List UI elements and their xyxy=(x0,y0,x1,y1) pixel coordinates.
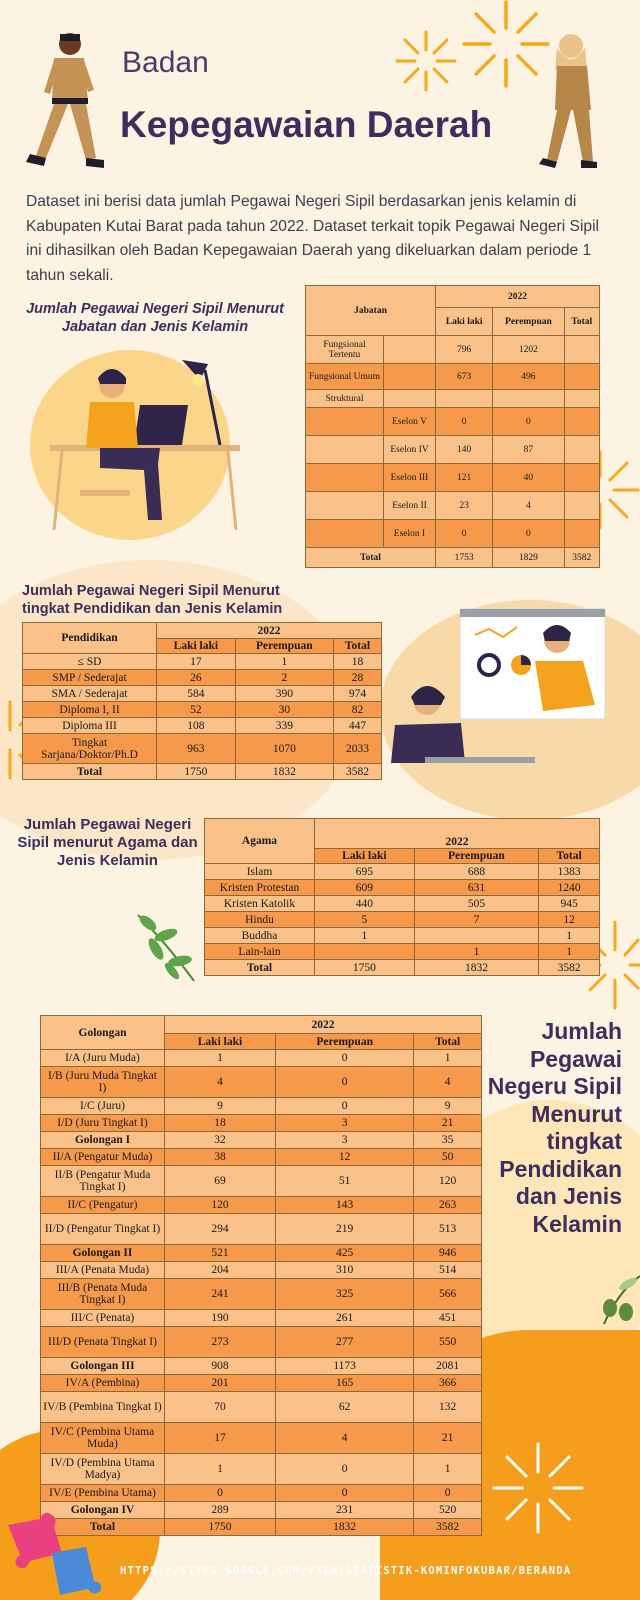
table-cell: Eselon II xyxy=(384,492,436,520)
table-cell: Fungsional Umum xyxy=(306,364,384,390)
table-cell: II/C (Pengatur) xyxy=(41,1197,165,1214)
table-row xyxy=(23,734,382,764)
table-row xyxy=(41,1454,482,1485)
table-row xyxy=(205,864,600,880)
table-cell: 1832 xyxy=(414,960,538,976)
table-cell xyxy=(564,436,599,464)
table-cell: 277 xyxy=(275,1327,413,1358)
table-header-cell: Laki laki xyxy=(315,849,415,864)
table-cell: 451 xyxy=(414,1310,482,1327)
table-row xyxy=(205,880,600,896)
table-cell: 201 xyxy=(165,1375,276,1392)
table-total-row xyxy=(306,548,600,568)
table-cell: 21 xyxy=(414,1115,482,1132)
sunburst-icon xyxy=(490,1440,586,1536)
table-cell: 0 xyxy=(414,1485,482,1502)
table-row xyxy=(205,928,600,944)
female-officer-illustration xyxy=(535,30,605,175)
table-row xyxy=(41,1423,482,1454)
table-header-cell: Total xyxy=(564,308,599,336)
table-header-cell: Perempuan xyxy=(235,639,333,654)
table-cell: 4 xyxy=(414,1067,482,1098)
table-row xyxy=(23,764,382,780)
table-header-cell: Jabatan xyxy=(306,286,436,336)
table-cell: 566 xyxy=(414,1279,482,1310)
table-cell: 140 xyxy=(436,436,493,464)
table-cell: 190 xyxy=(165,1310,276,1327)
table-cell: 339 xyxy=(235,718,333,734)
table-cell: 1 xyxy=(165,1454,276,1485)
table-cell: 1750 xyxy=(315,960,415,976)
table-row xyxy=(205,944,600,960)
table-cell: Golongan II xyxy=(41,1245,165,1262)
table-cell: 0 xyxy=(493,520,564,548)
table-header-cell: 2022 xyxy=(165,1016,482,1034)
table-cell xyxy=(436,390,493,408)
table-cell xyxy=(414,928,538,944)
table-cell: 28 xyxy=(333,670,381,686)
table-cell: III/D (Penata Tingkat I) xyxy=(41,1327,165,1358)
table-row xyxy=(23,654,382,670)
table-cell: SMP / Sederajat xyxy=(23,670,157,686)
table-cell: 0 xyxy=(493,408,564,436)
table-cell: 261 xyxy=(275,1310,413,1327)
table-cell: IV/D (Pembina Utama Madya) xyxy=(41,1454,165,1485)
table-row xyxy=(41,1115,482,1132)
table-cell xyxy=(564,364,599,390)
table-cell: 520 xyxy=(414,1502,482,1519)
table-row xyxy=(41,1214,482,1245)
table-cell: 3582 xyxy=(564,548,599,568)
table-cell: 70 xyxy=(165,1392,276,1423)
table-cell: 1832 xyxy=(275,1519,413,1536)
table-cell: 496 xyxy=(493,364,564,390)
table-cell: 7 xyxy=(414,912,538,928)
table-row xyxy=(41,1310,482,1327)
table-cell xyxy=(306,464,384,492)
table-cell: III/A (Penata Muda) xyxy=(41,1262,165,1279)
table-cell: Lain-lain xyxy=(205,944,315,960)
table-cell: 50 xyxy=(414,1149,482,1166)
table-row xyxy=(41,1197,482,1214)
table-cell: 0 xyxy=(275,1050,413,1067)
table-row xyxy=(41,1262,482,1279)
table-cell: ≤ SD xyxy=(23,654,157,670)
table-cell xyxy=(564,520,599,548)
table-row xyxy=(41,1098,482,1115)
table-cell: Tingkat Sarjana/Doktor/Ph.D xyxy=(23,734,157,764)
table-cell xyxy=(384,390,436,408)
table-cell: 0 xyxy=(165,1485,276,1502)
table-row xyxy=(306,336,600,364)
male-officer-illustration xyxy=(22,30,112,175)
table-cell: 3582 xyxy=(414,1519,482,1536)
table-header-cell: 2022 xyxy=(315,819,600,849)
table-row xyxy=(41,1392,482,1423)
table-cell: 1750 xyxy=(157,764,236,780)
table-cell: 1832 xyxy=(235,764,333,780)
table-cell: 1173 xyxy=(275,1358,413,1375)
table-cell: Eselon III xyxy=(384,464,436,492)
header-title-line2: Kepegawaian Daerah xyxy=(120,104,493,145)
table-cell: 584 xyxy=(157,686,236,702)
table-row xyxy=(41,1245,482,1262)
table-cell: 440 xyxy=(315,896,415,912)
table-cell: 631 xyxy=(414,880,538,896)
table-cell: 38 xyxy=(165,1149,276,1166)
table-header-cell: Total xyxy=(539,849,600,864)
table-cell: 1750 xyxy=(165,1519,276,1536)
table-cell: 609 xyxy=(315,880,415,896)
table-cell: 1 xyxy=(315,928,415,944)
table-cell: 143 xyxy=(275,1197,413,1214)
table-cell: 35 xyxy=(414,1132,482,1149)
table-cell: 1 xyxy=(539,928,600,944)
table-cell: 30 xyxy=(235,702,333,718)
table-header-cell: Golongan xyxy=(41,1016,165,1050)
table-cell: 325 xyxy=(275,1279,413,1310)
table-cell: 51 xyxy=(275,1166,413,1197)
table-cell xyxy=(564,464,599,492)
table-row xyxy=(306,436,600,464)
table-cell: IV/C (Pembina Utama Muda) xyxy=(41,1423,165,1454)
table-cell: 0 xyxy=(436,520,493,548)
table-cell: Buddha xyxy=(205,928,315,944)
table-cell: Eselon V xyxy=(384,408,436,436)
table-header-cell: Laki laki xyxy=(165,1034,276,1050)
table-cell: III/B (Penata Muda Tingkat I) xyxy=(41,1279,165,1310)
table-cell xyxy=(564,390,599,408)
table-cell: 4 xyxy=(275,1423,413,1454)
section-title-golongan: Jumlah Pegawai Negeru Sipil Menurut tingkat Pendidikan dan Jenis Kelamin xyxy=(487,1018,622,1237)
table-cell: 9 xyxy=(414,1098,482,1115)
table-cell: 425 xyxy=(275,1245,413,1262)
table-header-cell: Total xyxy=(333,639,381,654)
table-cell: 4 xyxy=(165,1067,276,1098)
table-cell: 390 xyxy=(235,686,333,702)
table-cell xyxy=(564,336,599,364)
table-header-cell: 2022 xyxy=(157,623,382,639)
sunburst-icon xyxy=(395,30,457,92)
table-cell: 263 xyxy=(414,1197,482,1214)
table-cell: 2033 xyxy=(333,734,381,764)
table-cell: 121 xyxy=(436,464,493,492)
table-cell xyxy=(384,336,436,364)
table-cell: I/B (Juru Muda Tingkat I) xyxy=(41,1067,165,1098)
table-cell: 12 xyxy=(539,912,600,928)
table-pendidikan xyxy=(22,622,382,780)
table-cell: 505 xyxy=(414,896,538,912)
table-cell: 0 xyxy=(275,1454,413,1485)
table-cell: 513 xyxy=(414,1214,482,1245)
table-cell: 1 xyxy=(539,944,600,960)
table-row xyxy=(41,1375,482,1392)
table-cell xyxy=(306,408,384,436)
table-cell: Kristen Protestan xyxy=(205,880,315,896)
table-cell: 447 xyxy=(333,718,381,734)
table-cell: 514 xyxy=(414,1262,482,1279)
table-cell: 4 xyxy=(493,492,564,520)
table-cell: I/D (Juru Tingkat I) xyxy=(41,1115,165,1132)
table-cell xyxy=(564,492,599,520)
table-row xyxy=(41,1149,482,1166)
table-row xyxy=(205,912,600,928)
table-cell: 521 xyxy=(165,1245,276,1262)
table-row xyxy=(41,1485,482,1502)
table-cell: 21 xyxy=(414,1423,482,1454)
table-cell: Golongan III xyxy=(41,1358,165,1375)
table-cell: 82 xyxy=(333,702,381,718)
table-cell xyxy=(306,520,384,548)
table-header-cell: Perempuan xyxy=(414,849,538,864)
section-title-jabatan: Jumlah Pegawai Negeri Sipil Menurut Jabatan dan Jenis Kelamin xyxy=(26,301,284,335)
table-header-cell: Total xyxy=(414,1034,482,1050)
table-cell: 18 xyxy=(165,1115,276,1132)
table-row xyxy=(23,686,382,702)
table-jabatan xyxy=(305,285,600,568)
table-header-cell: 2022 xyxy=(436,286,600,308)
table-row xyxy=(205,960,600,976)
table-header-cell: Laki laki xyxy=(157,639,236,654)
table-cell xyxy=(384,364,436,390)
table-row xyxy=(41,1166,482,1197)
table-cell: 108 xyxy=(157,718,236,734)
table-cell: Golongan IV xyxy=(41,1502,165,1519)
table-cell: 946 xyxy=(414,1245,482,1262)
table-header-cell: Perempuan xyxy=(493,308,564,336)
table-row xyxy=(41,1132,482,1149)
table-cell: 3582 xyxy=(333,764,381,780)
table-cell: 32 xyxy=(165,1132,276,1149)
table-cell: 87 xyxy=(493,436,564,464)
table-cell: 165 xyxy=(275,1375,413,1392)
table-cell xyxy=(306,492,384,520)
table-cell: Total xyxy=(205,960,315,976)
olive-branch-icon xyxy=(598,1272,640,1328)
table-cell: Kristen Katolik xyxy=(205,896,315,912)
table-row xyxy=(306,492,600,520)
table-row xyxy=(306,364,600,390)
table-cell: 0 xyxy=(275,1485,413,1502)
table-cell: IV/B (Pembina Tingkat I) xyxy=(41,1392,165,1423)
table-cell: 120 xyxy=(165,1197,276,1214)
table-cell xyxy=(306,436,384,464)
table-cell: 0 xyxy=(275,1067,413,1098)
table-cell: 273 xyxy=(165,1327,276,1358)
leaf-branch-icon xyxy=(128,905,198,985)
table-cell: 40 xyxy=(493,464,564,492)
table-cell: 945 xyxy=(539,896,600,912)
table-cell: 310 xyxy=(275,1262,413,1279)
table-cell: Total xyxy=(41,1519,165,1536)
table-cell: 52 xyxy=(157,702,236,718)
table-cell: II/A (Pengatur Muda) xyxy=(41,1149,165,1166)
table-cell: Eselon I xyxy=(384,520,436,548)
office-worker-illustration xyxy=(40,340,240,530)
table-cell: 550 xyxy=(414,1327,482,1358)
section-title-pendidikan: Jumlah Pegawai Negeri Sipil Menurut tingkat Pendidikan dan Jenis Kelamin xyxy=(22,583,283,617)
table-cell: 688 xyxy=(414,864,538,880)
table-cell: 3 xyxy=(275,1132,413,1149)
table-row xyxy=(41,1327,482,1358)
table-cell: I/C (Juru) xyxy=(41,1098,165,1115)
table-cell: 241 xyxy=(165,1279,276,1310)
table-cell: 0 xyxy=(436,408,493,436)
table-cell: II/D (Pengatur Tingkat I) xyxy=(41,1214,165,1245)
table-cell: 3582 xyxy=(539,960,600,976)
table-agama xyxy=(204,818,600,976)
table-cell: Hindu xyxy=(205,912,315,928)
table-row xyxy=(23,670,382,686)
table-cell: 366 xyxy=(414,1375,482,1392)
table-cell: 974 xyxy=(333,686,381,702)
table-header-cell: Agama xyxy=(205,819,315,864)
table-cell: 132 xyxy=(414,1392,482,1423)
table-row xyxy=(41,1279,482,1310)
footer-url: HTTPS://SITES.GOOGLE.COM/VIEW/STATISTIK-KOMINFOKUBAR/BERANDA xyxy=(120,1565,572,1577)
table-cell: 219 xyxy=(275,1214,413,1245)
table-cell: 0 xyxy=(275,1098,413,1115)
table-cell: Islam xyxy=(205,864,315,880)
table-cell: Total xyxy=(306,548,436,568)
table-cell: 17 xyxy=(157,654,236,670)
table-cell xyxy=(493,390,564,408)
table-cell: 963 xyxy=(157,734,236,764)
table-row xyxy=(306,464,600,492)
table-header-cell: Pendidikan xyxy=(23,623,157,654)
table-cell: Diploma III xyxy=(23,718,157,734)
presentation-illustration xyxy=(385,605,610,785)
table-cell: 1 xyxy=(414,1454,482,1485)
table-cell xyxy=(315,944,415,960)
table-header-cell: Laki laki xyxy=(436,308,493,336)
table-cell: 1 xyxy=(414,1050,482,1067)
table-cell: 1829 xyxy=(493,548,564,568)
table-cell: 1240 xyxy=(539,880,600,896)
table-cell: 1202 xyxy=(493,336,564,364)
table-cell: IV/A (Pembina) xyxy=(41,1375,165,1392)
table-cell: 26 xyxy=(157,670,236,686)
table-cell: I/A (Juru Muda) xyxy=(41,1050,165,1067)
table-cell: 12 xyxy=(275,1149,413,1166)
table-cell: 2081 xyxy=(414,1358,482,1375)
table-cell: SMA / Sederajat xyxy=(23,686,157,702)
table-cell: IV/E (Pembina Utama) xyxy=(41,1485,165,1502)
table-cell: 18 xyxy=(333,654,381,670)
table-cell: Eselon IV xyxy=(384,436,436,464)
table-cell: 62 xyxy=(275,1392,413,1423)
section-title-agama: Jumlah Pegawai Negeri Sipil menurut Agama dan Jenis Kelamin xyxy=(17,816,198,869)
table-cell: 3 xyxy=(275,1115,413,1132)
table-cell: 5 xyxy=(315,912,415,928)
table-cell: 695 xyxy=(315,864,415,880)
table-cell: 23 xyxy=(436,492,493,520)
table-cell: 17 xyxy=(165,1423,276,1454)
table-cell: 1070 xyxy=(235,734,333,764)
intro-paragraph: Dataset ini berisi data jumlah Pegawai Negeri Sipil berdasarkan jenis kelamin di Kabupaten Kutai Barat pada tahun 2022. Dataset terkait topik Pegawai Negeri Sipil ini dihasilkan oleh Badan Kepegawaian Daerah yang dikeluarkan dalam periode 1 tahun sekali. xyxy=(26,193,600,284)
table-cell: 9 xyxy=(165,1098,276,1115)
table-cell: 1 xyxy=(165,1050,276,1067)
table-cell: 908 xyxy=(165,1358,276,1375)
table-cell: 120 xyxy=(414,1166,482,1197)
table-cell: 231 xyxy=(275,1502,413,1519)
table-cell: 204 xyxy=(165,1262,276,1279)
table-cell: 1 xyxy=(235,654,333,670)
table-cell: 673 xyxy=(436,364,493,390)
table-cell: 1383 xyxy=(539,864,600,880)
table-cell: III/C (Penata) xyxy=(41,1310,165,1327)
table-row xyxy=(41,1050,482,1067)
table-cell xyxy=(564,408,599,436)
table-cell: 1753 xyxy=(436,548,493,568)
table-row xyxy=(41,1358,482,1375)
table-header-cell: Perempuan xyxy=(275,1034,413,1050)
table-cell: Fungsional Tertentu xyxy=(306,336,384,364)
table-cell: 69 xyxy=(165,1166,276,1197)
table-cell: Golongan I xyxy=(41,1132,165,1149)
table-row xyxy=(205,896,600,912)
table-cell: Struktural xyxy=(306,390,384,408)
table-cell: 796 xyxy=(436,336,493,364)
header-title-line1: Badan xyxy=(122,46,209,79)
table-cell: Total xyxy=(23,764,157,780)
table-row xyxy=(306,520,600,548)
table-cell: Diploma I, II xyxy=(23,702,157,718)
table-row xyxy=(41,1067,482,1098)
table-row xyxy=(306,408,600,436)
puzzle-pieces-icon xyxy=(0,1505,110,1600)
table-row xyxy=(23,718,382,734)
table-cell: 2 xyxy=(235,670,333,686)
table-row xyxy=(306,390,600,408)
table-golongan xyxy=(40,1015,482,1536)
table-cell: II/B (Pengatur Muda Tingkat I) xyxy=(41,1166,165,1197)
table-cell: 289 xyxy=(165,1502,276,1519)
table-cell: 294 xyxy=(165,1214,276,1245)
table-row xyxy=(23,702,382,718)
table-cell: 1 xyxy=(414,944,538,960)
